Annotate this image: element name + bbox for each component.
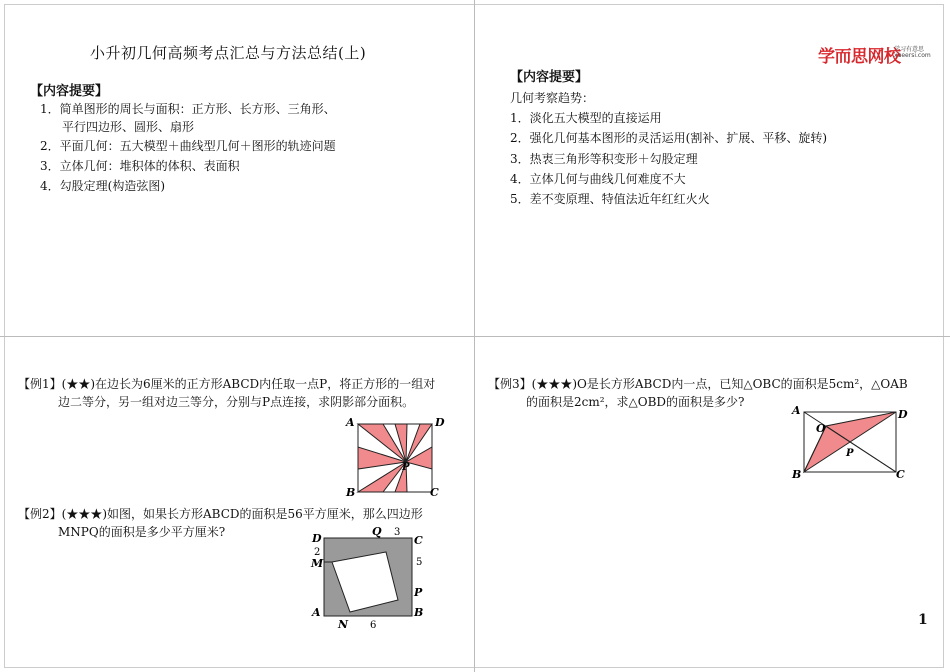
label-d: D xyxy=(435,416,445,429)
label-a: A xyxy=(312,606,321,619)
example-3-line-1: 【例3】(★★★)O是长方形ABCD内一点，已知△OBC的面积是5cm²，△OAB xyxy=(488,377,908,391)
trend-item-3: 3．热衷三角形等积变形＋勾股定理 xyxy=(510,152,698,166)
example-2-line-2: MNPQ的面积是多少平方厘米? xyxy=(58,525,226,539)
example-1-line-1: 【例1】(★★)在边长为6厘米的正方形ABCD内任取一点P，将正方形的一组对 xyxy=(18,377,436,391)
example-1-line-2: 边二等分，另一组对边三等分，分别与P点连接，求阴影部分面积。 xyxy=(58,395,415,409)
label-m: M xyxy=(311,557,324,570)
example-2-figure xyxy=(306,524,436,632)
logo-slogan: 学习有意思 xyxy=(894,46,925,53)
label-c: C xyxy=(896,468,905,481)
summary-heading: 【内容提要】 xyxy=(30,84,109,99)
example-1-figure xyxy=(340,412,450,502)
logo-text: 学而思网校 xyxy=(818,47,901,67)
page-number: 1 xyxy=(918,612,928,628)
label-5: 5 xyxy=(416,557,423,568)
label-p: P xyxy=(402,462,410,473)
logo-url: xueersi.com xyxy=(894,52,931,59)
horizontal-divider xyxy=(0,336,950,337)
example-2-line-1: 【例2】(★★★)如图，如果长方形ABCD的面积是56平方厘米，那么四边形 xyxy=(18,507,423,521)
label-6: 6 xyxy=(370,620,377,631)
summary-item-1-cont: 平行四边形、圆形、扇形 xyxy=(62,120,195,134)
label-b: B xyxy=(414,606,424,619)
label-b: B xyxy=(792,468,802,481)
label-2: 2 xyxy=(314,547,321,558)
trend-subheading: 几何考察趋势： xyxy=(510,91,595,105)
label-a: A xyxy=(792,404,801,417)
label-a: A xyxy=(346,416,355,429)
label-p: P xyxy=(846,448,854,459)
trend-item-4: 4．立体几何与曲线几何难度不大 xyxy=(510,172,686,186)
label-c: C xyxy=(430,486,439,499)
example-3-figure xyxy=(784,400,914,490)
example-3-line-2: 的面积是2cm²，求△OBD的面积是多少? xyxy=(526,395,745,409)
summary-item-1: 1．简单图形的周长与面积：正方形、长方形、三角形、 xyxy=(40,102,336,116)
summary-item-4: 4．勾股定理(构造弦图) xyxy=(40,179,165,193)
label-b: B xyxy=(346,486,356,499)
label-n: N xyxy=(338,618,349,631)
summary-item-3: 3．立体几何：堆积体的体积、表面积 xyxy=(40,159,240,173)
label-c: C xyxy=(414,534,423,547)
label-q: Q xyxy=(372,525,382,538)
label-p: P xyxy=(414,586,423,599)
page-title: 小升初几何高频考点汇总与方法总结(上) xyxy=(90,44,367,62)
trend-item-2: 2．强化几何基本图形的灵活运用(割补、扩展、平移、旋转) xyxy=(510,131,828,145)
label-3: 3 xyxy=(394,527,401,538)
label-d: D xyxy=(898,408,908,421)
logo xyxy=(818,42,931,67)
trend-item-5: 5．差不变原理、特值法近年红红火火 xyxy=(510,192,710,206)
trend-item-1: 1．淡化五大模型的直接运用 xyxy=(510,111,662,125)
label-o: O xyxy=(816,422,826,435)
summary-item-2: 2．平面几何：五大模型＋曲线型几何＋图形的轨迹问题 xyxy=(40,139,336,153)
trend-heading: 【内容提要】 xyxy=(510,70,589,85)
label-d: D xyxy=(312,532,322,545)
